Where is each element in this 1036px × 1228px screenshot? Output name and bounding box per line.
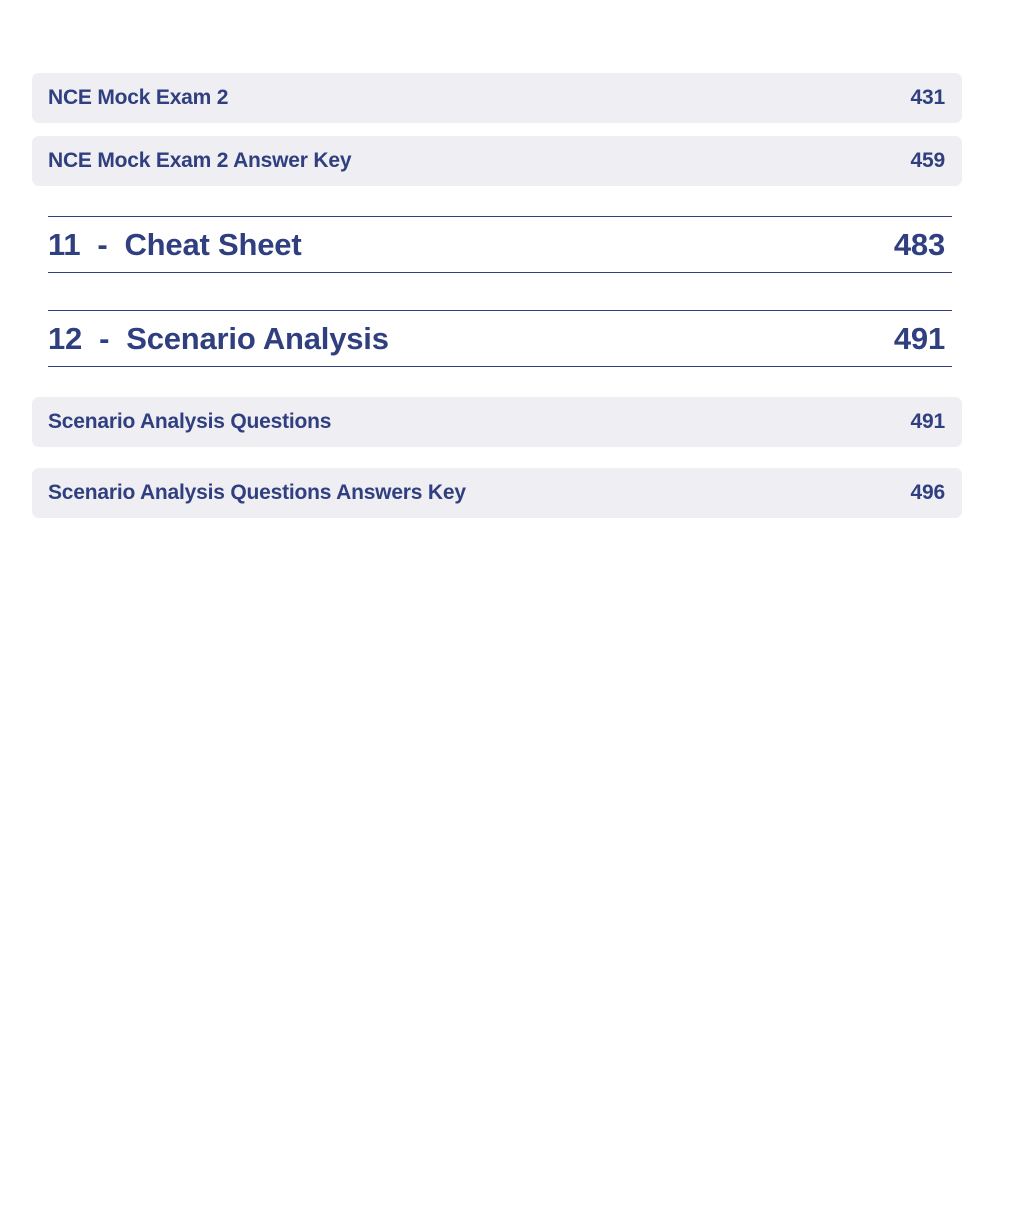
chapter-page-number: 491: [893, 320, 945, 356]
chapter-number: 12: [48, 320, 83, 356]
toc-entry-page-number: 459: [910, 149, 945, 172]
chapter-page-number: 483: [893, 226, 945, 262]
chapter-heading: [48, 227, 301, 263]
chapter-number: 11: [48, 226, 81, 262]
chapter-heading: [48, 321, 389, 357]
toc-entry-title: Scenario Analysis Questions Answers Key: [48, 481, 466, 504]
chapter-title: Cheat Sheet: [124, 226, 302, 262]
chapter-title: Scenario Analysis: [126, 320, 389, 356]
toc-entry-title: Scenario Analysis Questions: [48, 410, 332, 433]
toc-entry-nce-mock-exam-2[interactable]: [32, 73, 962, 123]
toc-entry-page-number: 491: [910, 410, 945, 433]
toc-entry-scenario-analysis-questions-answers-key[interactable]: [32, 468, 962, 518]
toc-entry-title: NCE Mock Exam 2 Answer Key: [48, 149, 352, 172]
toc-entry-nce-mock-exam-2-answer-key[interactable]: [32, 136, 962, 186]
toc-entry-page-number: 496: [910, 481, 945, 504]
chapter-separator: -: [99, 320, 110, 356]
toc-chapter-11-cheat-sheet[interactable]: [48, 216, 952, 273]
toc-entry-page-number: 431: [910, 86, 945, 109]
toc-entry-scenario-analysis-questions[interactable]: [32, 397, 962, 447]
toc-chapter-12-scenario-analysis[interactable]: [48, 310, 952, 367]
chapter-separator: -: [97, 226, 108, 262]
toc-entry-title: NCE Mock Exam 2: [48, 86, 229, 109]
